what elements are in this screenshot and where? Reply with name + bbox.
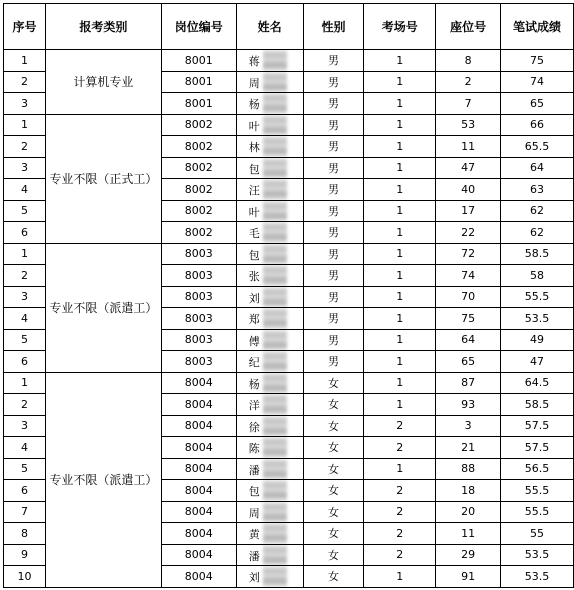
- cell-gender: 女: [303, 523, 364, 545]
- cell-score: 64: [501, 157, 574, 179]
- cell-seq: 2: [4, 394, 46, 416]
- cell-score: 55.5: [501, 501, 574, 523]
- cell-exam-room: 1: [364, 394, 436, 416]
- cell-seq: 1: [4, 50, 46, 72]
- name-text: 杨: [248, 98, 260, 111]
- cell-seat: 64: [436, 329, 501, 351]
- cell-score: 58.5: [501, 394, 574, 416]
- cell-seat: 53: [436, 114, 501, 136]
- privacy-mosaic: [263, 330, 287, 351]
- cell-seq: 2: [4, 71, 46, 93]
- cell-seq: 2: [4, 265, 46, 287]
- cell-name: [236, 329, 303, 351]
- cell-exam-room: 1: [364, 372, 436, 394]
- cell-score: 57.5: [501, 437, 574, 459]
- cell-exam-room: 1: [364, 308, 436, 330]
- cell-seq: 3: [4, 415, 46, 437]
- cell-seq: 4: [4, 179, 46, 201]
- cell-gender: 女: [303, 480, 364, 502]
- header-name: 姓名: [236, 4, 303, 50]
- privacy-mosaic: [263, 50, 287, 71]
- privacy-mosaic: [263, 158, 287, 179]
- cell-exam-room: 1: [364, 71, 436, 93]
- cell-seat: 20: [436, 501, 501, 523]
- privacy-mosaic: [263, 179, 287, 200]
- name-text: 包: [248, 485, 260, 498]
- cell-score: 47: [501, 351, 574, 373]
- cell-seq: 5: [4, 329, 46, 351]
- cell-category: 专业不限（派遣工）: [45, 372, 161, 587]
- cell-seat: 7: [436, 93, 501, 115]
- cell-post-id: 8001: [161, 71, 236, 93]
- cell-score: 75: [501, 50, 574, 72]
- cell-exam-room: 1: [364, 136, 436, 158]
- cell-post-id: 8003: [161, 243, 236, 265]
- name-text: 徐: [248, 420, 260, 434]
- cell-exam-room: 2: [364, 480, 436, 502]
- privacy-mosaic: [263, 72, 287, 93]
- cell-seat: 18: [436, 480, 501, 502]
- privacy-mosaic: [263, 459, 287, 480]
- cell-seat: 40: [436, 179, 501, 201]
- cell-post-id: 8001: [161, 93, 236, 115]
- cell-post-id: 8003: [161, 329, 236, 351]
- cell-score: 66: [501, 114, 574, 136]
- cell-gender: 男: [303, 93, 364, 115]
- cell-exam-room: 1: [364, 222, 436, 244]
- cell-exam-room: 1: [364, 265, 436, 287]
- cell-post-id: 8001: [161, 50, 236, 72]
- cell-seat: 17: [436, 200, 501, 222]
- name-text: 毛: [248, 227, 260, 240]
- name-text: 周: [248, 506, 260, 520]
- cell-post-id: 8004: [161, 458, 236, 480]
- cell-name: [236, 136, 303, 158]
- privacy-mosaic: [263, 265, 287, 286]
- cell-name: [236, 566, 303, 588]
- cell-name: [236, 179, 303, 201]
- cell-gender: 男: [303, 329, 364, 351]
- privacy-mosaic: [263, 566, 287, 587]
- cell-post-id: 8004: [161, 523, 236, 545]
- score-table: [3, 3, 574, 588]
- cell-post-id: 8003: [161, 351, 236, 373]
- cell-post-id: 8004: [161, 544, 236, 566]
- cell-seq: 1: [4, 243, 46, 265]
- cell-gender: 女: [303, 501, 364, 523]
- cell-seat: 22: [436, 222, 501, 244]
- cell-post-id: 8002: [161, 136, 236, 158]
- cell-post-id: 8004: [161, 372, 236, 394]
- cell-seq: 4: [4, 437, 46, 459]
- name-text: 刘: [248, 571, 260, 584]
- cell-score: 65: [501, 93, 574, 115]
- cell-category: 专业不限（正式工）: [45, 114, 161, 243]
- privacy-mosaic: [263, 136, 287, 157]
- name-text: 包: [248, 162, 260, 176]
- cell-gender: 男: [303, 179, 364, 201]
- cell-name: [236, 523, 303, 545]
- cell-seat: 88: [436, 458, 501, 480]
- name-text: 潘: [248, 463, 260, 477]
- cell-gender: 男: [303, 243, 364, 265]
- cell-exam-room: 1: [364, 50, 436, 72]
- cell-exam-room: 1: [364, 286, 436, 308]
- cell-gender: 男: [303, 71, 364, 93]
- name-text: 杨: [248, 377, 260, 391]
- cell-gender: 男: [303, 351, 364, 373]
- cell-seq: 6: [4, 351, 46, 373]
- cell-score: 58.5: [501, 243, 574, 265]
- cell-post-id: 8004: [161, 394, 236, 416]
- cell-seat: 75: [436, 308, 501, 330]
- header-gender: 性别: [303, 4, 364, 50]
- cell-seat: 2: [436, 71, 501, 93]
- cell-score: 64.5: [501, 372, 574, 394]
- cell-post-id: 8003: [161, 286, 236, 308]
- cell-score: 57.5: [501, 415, 574, 437]
- cell-name: [236, 243, 303, 265]
- table-row: [4, 50, 574, 72]
- cell-gender: 男: [303, 222, 364, 244]
- header-seat: 座位号: [436, 4, 501, 50]
- cell-name: [236, 93, 303, 115]
- header-post-id: 岗位编号: [161, 4, 236, 50]
- header-exam-room: 考场号: [364, 4, 436, 50]
- name-text: 林: [248, 141, 260, 154]
- name-text: 郑: [248, 313, 260, 326]
- cell-gender: 男: [303, 136, 364, 158]
- privacy-mosaic: [263, 523, 287, 544]
- header-category: 报考类别: [45, 4, 161, 50]
- cell-seq: 5: [4, 200, 46, 222]
- cell-name: [236, 437, 303, 459]
- cell-name: [236, 501, 303, 523]
- privacy-mosaic: [263, 394, 287, 415]
- cell-score: 53.5: [501, 544, 574, 566]
- cell-post-id: 8003: [161, 265, 236, 287]
- cell-gender: 男: [303, 50, 364, 72]
- header-seq: 序号: [4, 4, 46, 50]
- cell-seq: 1: [4, 372, 46, 394]
- cell-gender: 男: [303, 286, 364, 308]
- name-text: 纪: [248, 356, 260, 369]
- cell-gender: 女: [303, 394, 364, 416]
- cell-exam-room: 2: [364, 437, 436, 459]
- cell-name: [236, 114, 303, 136]
- cell-seq: 3: [4, 286, 46, 308]
- cell-seq: 9: [4, 544, 46, 566]
- cell-post-id: 8003: [161, 308, 236, 330]
- cell-seq: 8: [4, 523, 46, 545]
- cell-post-id: 8002: [161, 157, 236, 179]
- cell-score: 49: [501, 329, 574, 351]
- cell-post-id: 8004: [161, 501, 236, 523]
- cell-name: [236, 200, 303, 222]
- cell-post-id: 8004: [161, 480, 236, 502]
- privacy-mosaic: [263, 545, 287, 566]
- cell-exam-room: 1: [364, 93, 436, 115]
- cell-exam-room: 1: [364, 200, 436, 222]
- cell-category: 计算机专业: [45, 50, 161, 115]
- privacy-mosaic: [263, 416, 287, 437]
- cell-post-id: 8002: [161, 222, 236, 244]
- table-body: [4, 50, 574, 588]
- cell-exam-room: 1: [364, 157, 436, 179]
- cell-exam-room: 1: [364, 566, 436, 588]
- cell-name: [236, 544, 303, 566]
- privacy-mosaic: [263, 480, 287, 501]
- name-text: 蒋: [248, 55, 260, 68]
- table-row: [4, 243, 574, 265]
- name-text: 叶: [248, 205, 260, 219]
- name-text: 陈: [248, 442, 260, 455]
- cell-score: 55.5: [501, 480, 574, 502]
- name-text: 洋: [248, 399, 260, 412]
- cell-score: 62: [501, 222, 574, 244]
- header-row: [4, 4, 574, 50]
- cell-exam-room: 1: [364, 329, 436, 351]
- cell-exam-room: 2: [364, 501, 436, 523]
- cell-gender: 男: [303, 114, 364, 136]
- cell-name: [236, 265, 303, 287]
- cell-gender: 女: [303, 372, 364, 394]
- cell-seq: 6: [4, 480, 46, 502]
- cell-seat: 11: [436, 523, 501, 545]
- cell-seq: 2: [4, 136, 46, 158]
- cell-name: [236, 50, 303, 72]
- cell-post-id: 8004: [161, 566, 236, 588]
- privacy-mosaic: [263, 351, 287, 372]
- cell-name: [236, 222, 303, 244]
- cell-name: [236, 308, 303, 330]
- privacy-mosaic: [263, 93, 287, 114]
- cell-score: 55.5: [501, 286, 574, 308]
- privacy-mosaic: [263, 502, 287, 523]
- name-text: 刘: [248, 291, 260, 305]
- cell-seat: 74: [436, 265, 501, 287]
- cell-seq: 10: [4, 566, 46, 588]
- cell-exam-room: 2: [364, 415, 436, 437]
- cell-gender: 男: [303, 265, 364, 287]
- cell-exam-room: 1: [364, 351, 436, 373]
- cell-name: [236, 480, 303, 502]
- name-text: 汪: [248, 184, 260, 197]
- cell-exam-room: 2: [364, 544, 436, 566]
- cell-category: 专业不限（派遣工）: [45, 243, 161, 372]
- privacy-mosaic: [263, 201, 287, 222]
- cell-score: 65.5: [501, 136, 574, 158]
- privacy-mosaic: [263, 437, 287, 458]
- cell-gender: 男: [303, 308, 364, 330]
- cell-score: 56.5: [501, 458, 574, 480]
- cell-seq: 5: [4, 458, 46, 480]
- cell-seat: 8: [436, 50, 501, 72]
- privacy-mosaic: [263, 244, 287, 265]
- table-row: [4, 372, 574, 394]
- privacy-mosaic: [263, 373, 287, 394]
- header-score: 笔试成绩: [501, 4, 574, 50]
- privacy-mosaic: [263, 287, 287, 308]
- cell-gender: 男: [303, 157, 364, 179]
- cell-gender: 女: [303, 415, 364, 437]
- cell-post-id: 8002: [161, 200, 236, 222]
- cell-score: 53.5: [501, 566, 574, 588]
- name-text: 潘: [248, 549, 260, 563]
- cell-score: 53.5: [501, 308, 574, 330]
- cell-seat: 21: [436, 437, 501, 459]
- table-row: [4, 114, 574, 136]
- cell-post-id: 8002: [161, 179, 236, 201]
- cell-seq: 7: [4, 501, 46, 523]
- cell-seat: 70: [436, 286, 501, 308]
- cell-post-id: 8004: [161, 437, 236, 459]
- cell-gender: 男: [303, 200, 364, 222]
- privacy-mosaic: [263, 222, 287, 243]
- cell-seat: 11: [436, 136, 501, 158]
- cell-seat: 65: [436, 351, 501, 373]
- cell-exam-room: 2: [364, 523, 436, 545]
- privacy-mosaic: [263, 308, 287, 329]
- privacy-mosaic: [263, 115, 287, 136]
- cell-exam-room: 1: [364, 179, 436, 201]
- cell-seat: 3: [436, 415, 501, 437]
- cell-score: 63: [501, 179, 574, 201]
- name-text: 黄: [248, 528, 260, 541]
- cell-name: [236, 458, 303, 480]
- cell-seq: 3: [4, 157, 46, 179]
- name-text: 周: [248, 76, 260, 90]
- cell-seq: 6: [4, 222, 46, 244]
- cell-seat: 91: [436, 566, 501, 588]
- cell-exam-room: 1: [364, 243, 436, 265]
- cell-name: [236, 415, 303, 437]
- cell-seat: 47: [436, 157, 501, 179]
- cell-score: 55: [501, 523, 574, 545]
- cell-seat: 93: [436, 394, 501, 416]
- cell-seq: 1: [4, 114, 46, 136]
- cell-name: [236, 71, 303, 93]
- cell-seat: 87: [436, 372, 501, 394]
- cell-gender: 女: [303, 544, 364, 566]
- cell-score: 74: [501, 71, 574, 93]
- name-text: 傅: [248, 334, 260, 348]
- cell-seq: 3: [4, 93, 46, 115]
- cell-name: [236, 351, 303, 373]
- cell-name: [236, 372, 303, 394]
- cell-gender: 女: [303, 458, 364, 480]
- cell-name: [236, 286, 303, 308]
- name-text: 张: [248, 270, 260, 283]
- cell-seat: 29: [436, 544, 501, 566]
- name-text: 叶: [248, 119, 260, 133]
- cell-exam-room: 1: [364, 114, 436, 136]
- cell-gender: 女: [303, 437, 364, 459]
- cell-post-id: 8002: [161, 114, 236, 136]
- cell-gender: 女: [303, 566, 364, 588]
- cell-seq: 4: [4, 308, 46, 330]
- cell-seat: 72: [436, 243, 501, 265]
- cell-name: [236, 157, 303, 179]
- cell-exam-room: 1: [364, 458, 436, 480]
- cell-score: 62: [501, 200, 574, 222]
- cell-post-id: 8004: [161, 415, 236, 437]
- cell-score: 58: [501, 265, 574, 287]
- name-text: 包: [248, 248, 260, 262]
- cell-name: [236, 394, 303, 416]
